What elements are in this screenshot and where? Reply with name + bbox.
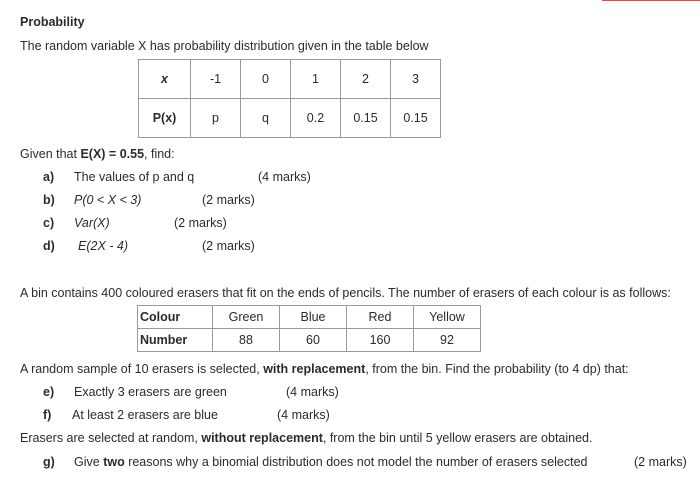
part-a-text: The values of p and q: [74, 170, 195, 184]
px-header: P(x): [139, 99, 191, 138]
p-value: q: [241, 99, 291, 138]
without-bold: without replacement: [201, 431, 323, 445]
top-accent-line: [602, 0, 700, 1]
x-value: 2: [341, 60, 391, 99]
part-d-text: E(2X - 4): [78, 239, 129, 253]
sample-bold: with replacement: [263, 362, 366, 376]
part-f-text: At least 2 erasers are blue: [72, 408, 218, 422]
part-a-label: a): [43, 170, 55, 184]
number-cell: 160: [347, 329, 414, 352]
p-value: 0.15: [391, 99, 441, 138]
part-b-text: P(0 < X < 3): [74, 193, 142, 207]
eraser-colour-table: [137, 305, 481, 352]
part-d-label: d): [43, 239, 55, 253]
x-header: x: [139, 60, 191, 99]
sample-pre: A random sample of 10 erasers is selected,: [20, 362, 264, 376]
part-f-label: f): [43, 408, 52, 422]
part-e-text: Exactly 3 erasers are green: [74, 385, 227, 399]
given-expression: E(X) = 0.55: [80, 147, 145, 161]
without-replacement-instruction: [20, 431, 592, 445]
part-f-marks: (4 marks): [277, 408, 330, 422]
without-post: , from the bin until 5 yellow erasers are obtained.: [322, 431, 593, 445]
table-row-x: [139, 60, 441, 99]
part-d-marks: (2 marks): [202, 239, 255, 253]
part-b-label: b): [43, 193, 55, 207]
table-row-px: [139, 99, 441, 138]
part-g-pre: Give: [74, 455, 104, 469]
bin-description: A bin contains 400 coloured erasers that fit on the ends of pencils. The number of erasers of each colour is as follows:: [20, 286, 671, 300]
part-g-marks: (2 marks): [634, 455, 687, 469]
x-value: 1: [291, 60, 341, 99]
given-prefix: Given that: [20, 147, 81, 161]
x-value: 0: [241, 60, 291, 99]
without-pre: Erasers are selected at random,: [20, 431, 202, 445]
colour-cell: Green: [213, 306, 280, 329]
page-title: Probability: [20, 15, 85, 29]
number-header: Number: [138, 329, 213, 352]
number-cell: 60: [280, 329, 347, 352]
number-cell: 92: [414, 329, 481, 352]
colour-cell: Yellow: [414, 306, 481, 329]
colour-cell: Red: [347, 306, 414, 329]
part-e-marks: (4 marks): [286, 385, 339, 399]
part-c-marks: (2 marks): [174, 216, 227, 230]
p-value: p: [191, 99, 241, 138]
part-g-post: reasons why a binomial distribution does not model the number of erasers selected: [124, 455, 588, 469]
p-value: 0.15: [341, 99, 391, 138]
part-b-marks: (2 marks): [202, 193, 255, 207]
given-line: [20, 147, 175, 161]
intro-text: The random variable X has probability distribution given in the table below: [20, 39, 429, 53]
table-row-number: [138, 329, 481, 352]
colour-cell: Blue: [280, 306, 347, 329]
x-value: 3: [391, 60, 441, 99]
part-c-label: c): [43, 216, 55, 230]
probability-distribution-table: [138, 59, 441, 138]
table-row-colour: [138, 306, 481, 329]
part-c-text: Var(X): [74, 216, 110, 230]
part-a-marks: (4 marks): [258, 170, 311, 184]
sample-post: , from the bin. Find the probability (to 4 dp) that:: [365, 362, 629, 376]
colour-header: Colour: [138, 306, 213, 329]
part-e-label: e): [43, 385, 55, 399]
part-g-label: g): [43, 455, 55, 469]
x-value: -1: [191, 60, 241, 99]
given-suffix: , find:: [144, 147, 175, 161]
p-value: 0.2: [291, 99, 341, 138]
sample-instruction: [20, 362, 629, 376]
part-g-bold: two: [103, 455, 125, 469]
number-cell: 88: [213, 329, 280, 352]
part-g-text: [74, 455, 587, 469]
